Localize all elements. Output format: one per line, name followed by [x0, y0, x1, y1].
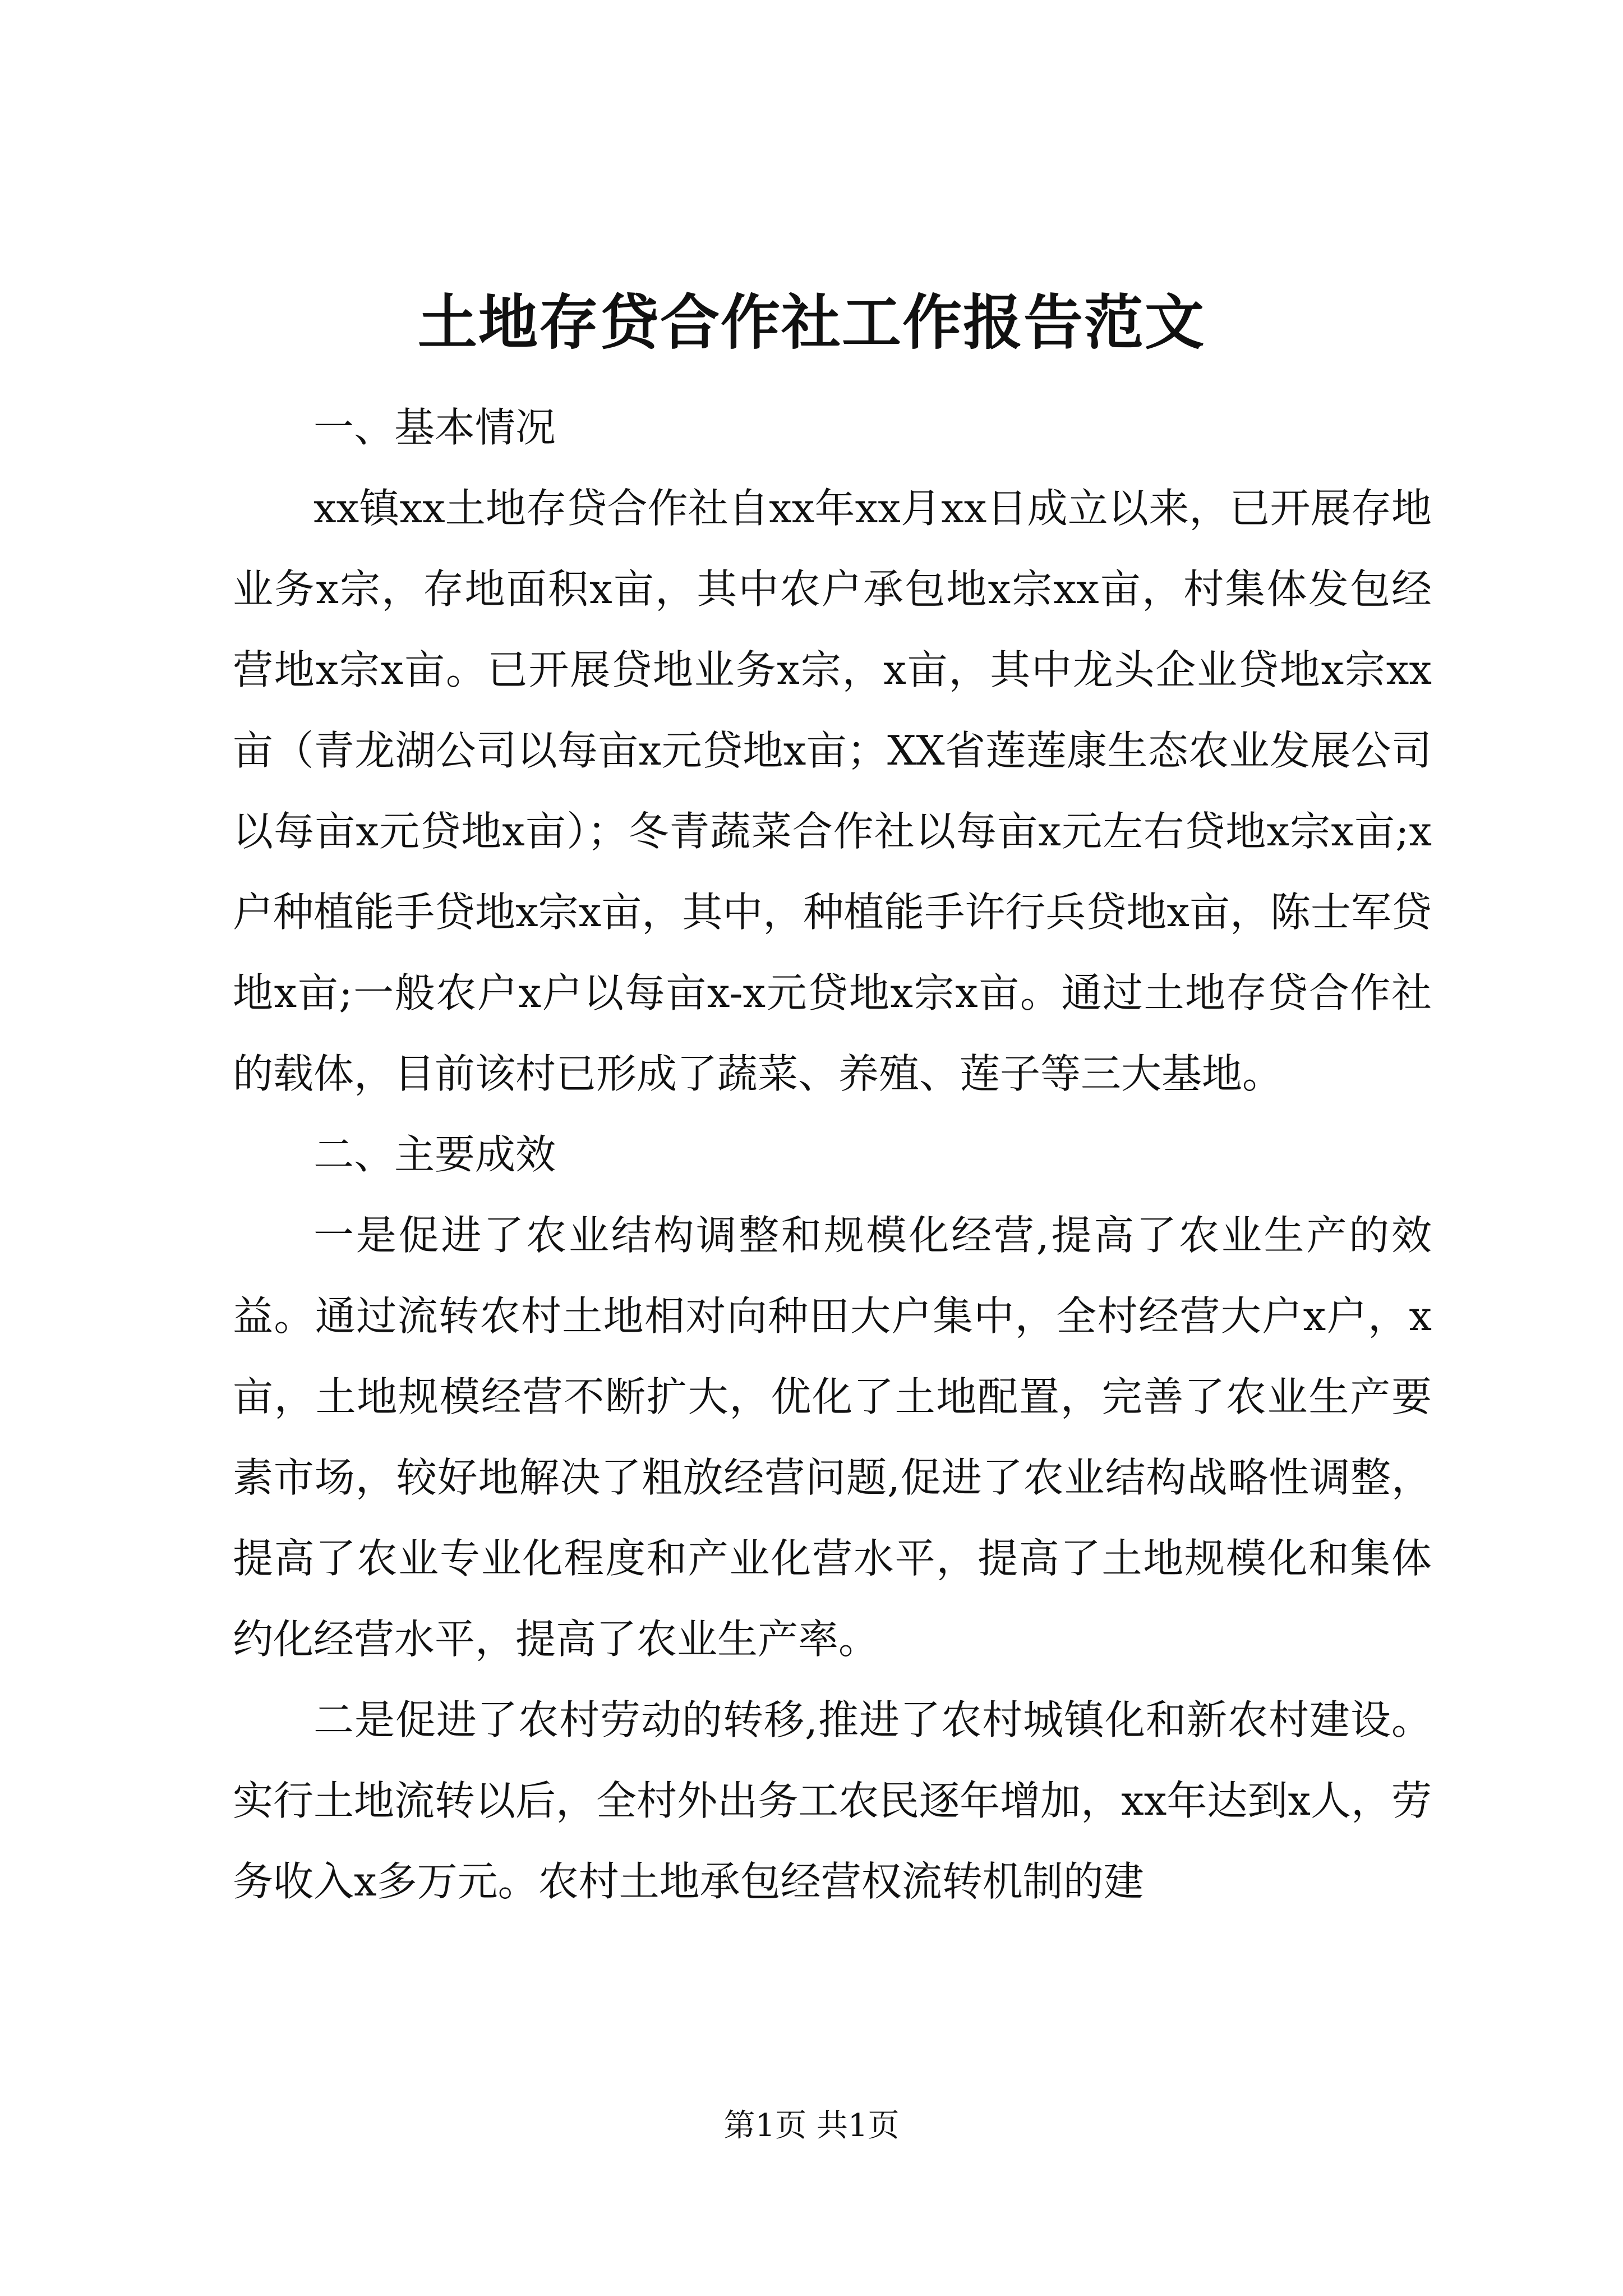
document-body — [233, 387, 1432, 1922]
paragraph-result-one: 一是促进了农业结构调整和规模化经营,提高了农业生产的效益。通过流转农村土地相对向种田大户集中，全村经营大户x户，x亩，土地规模经营不断扩大，优化了土地配置，完善了农业生产要素市场，较好地解决了粗放经营问题,促进了农业结构战略性调整，提高了农业专业化程度和产业化营水平，提高了土地规模化和集体约化经营水平，提高了农业生产率。 — [233, 1212, 1432, 1663]
page-title: 土地存贷合作社工作报告范文 — [418, 287, 1205, 357]
paragraph-basic-situation: xx镇xx土地存贷合作社自xx年xx月xx日成立以来，已开展存地业务x宗，存地面积x亩，其中农户承包地x宗xx亩，村集体发包经营地x宗x亩。已开展贷地业务x宗，x亩，其中龙头企业贷地x宗xx亩（青龙湖公司以每亩x元贷地x亩；XX省莲莲康生态农业发展公司以每亩x元贷地x亩）；冬青蔬菜合作社以每亩x元左右贷地x宗x亩;x户种植能手贷地x宗x亩，其中，种植能手许行兵贷地x亩，陈士军贷地x亩;一般农户x户以每亩x-x元贷地x宗x亩。通过土地存贷合作社的载体，目前该村已形成了蔬菜、养殖、莲子等三大基地。 — [233, 485, 1432, 1097]
section-heading-main-results: 二、主要成效 — [313, 1131, 556, 1178]
page-number-footer: 第1页 共1页 — [723, 2108, 900, 2144]
section-heading-basic-situation: 一、基本情况 — [313, 404, 556, 451]
paragraph-result-two: 二是促进了农村劳动的转移,推进了农村城镇化和新农村建设。实行土地流转以后，全村外出务工农民逐年增加，xx年达到x人，劳务收入x多万元。农村土地承包经营权流转机制的建 — [233, 1696, 1432, 1905]
